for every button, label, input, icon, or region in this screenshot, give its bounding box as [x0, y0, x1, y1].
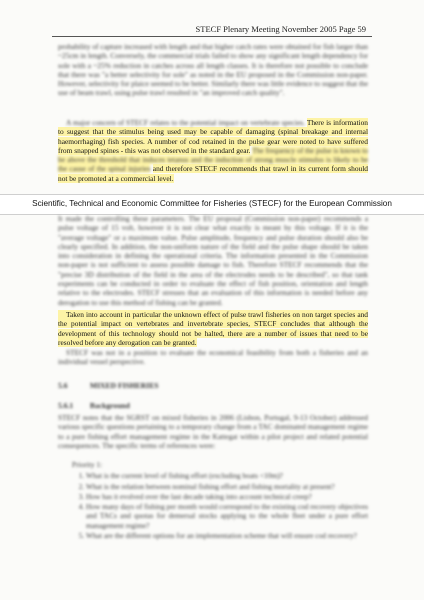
questions-list: [72, 471, 368, 540]
highlighted-text: There is information to suggest that the stimulus being used may be capable of damaging (spinal breakage and internal haemorrhaging) fish species. A number of cod retained in the pulse gear were noted to have suffered from snapped spines - this was not observed in the standard gear.: [58, 118, 369, 155]
highlighted-blurred-text: The frequency of the pulse is known to be above the threshold that induces tetanus and the induction of strong muscle stimulus is likely to be the cause of the spinal injuries: [58, 145, 368, 174]
blurred-text: STECF notes that the SGRST on mixed fisheries in 2006 (Lisbon, Portugal, 9-13 October) addressed various specific questions pertaining to a temporary change from a TAC dominated management regime to a pure fishing effort management regime in the Kattegat within a pilot project and related potential consequences. The specific terms of references were:: [58, 413, 368, 450]
subsection-number: 5.6.1: [58, 401, 74, 410]
paragraph-conclusion: [58, 310, 368, 347]
list-item: 5. What are the different options for an implementation scheme that will ensure cod recovery?: [86, 531, 368, 540]
paragraph-pulse-parameters: [58, 214, 368, 307]
subsection-heading: [58, 401, 130, 410]
section-heading: [58, 381, 158, 390]
blurred-text: probability of capture increased with length and that higher catch rates were obtained for fish larger than ~25cm in length. Conversely, the commercial trials failed to show any significant length dependency for sole with a ~25% reduction in catches across all length classes. It is therefore not possible to conclude that there was "a better selectivity for sole" as noted in the EU proposed in the Commission non-paper. However, selectivity for plaice seemed to be better. Similarly there was little evidence to suggest that the use of beam trawl, using pulse trawl resulted in "an improved catch quality".: [58, 42, 368, 98]
blurred-text: A major concern of STECF relates to the potential impact on vertebrate species.: [66, 118, 305, 127]
section-title: MIXED FISHERIES: [89, 381, 159, 390]
list-item: 4. How many days of fishing per month would correspond to the existing cod recovery objectives and TACs and quotas for demersal stocks applying to the whole fleet under a pure effort management regime?: [86, 502, 368, 530]
caption-banner: [0, 194, 424, 215]
highlighted-text: and therefore STECF recommends that trawl in its current form should not be promoted at a commercial level.: [58, 164, 368, 183]
blurred-text: It made the controlling these parameters. The EU proposal (Commission non-paper) recommends a pulse voltage of 15 volt, however it is not clear what exactly is meant by this voltage. If it is the "average voltage" or a maximum value. Pulse amplitude, frequency and pulse duration should also be clearly specified. In addition, the non-uniform nature of the field and the pulse shape should be taken into consideration in defining the operational criteria. The information presented in the Commission non-paper is not sufficient to assess possible damage to fish. Therefore STECF recommends that the "precise 3D distribution of the field in the area of the electrodes needs to be described", so that tank experiments can be conducted in order to evaluate the effect of fish position, orientation and length relative to the electrodes. STECF stresses that an evaluation of this information is needed before any derogation to use this method of fishing can be granted.: [58, 214, 368, 307]
list-item: 1. What is the current level of fishing effort (excluding boats <10m)?: [86, 471, 368, 480]
paragraph-background: [58, 413, 368, 450]
running-header: STECF Plenary Meeting November 2005 Page 59: [195, 24, 366, 34]
header-rule: [52, 36, 372, 37]
blurred-text: STECF was not in a position to evaluate the economical feasibility from both a fisheries and an individual vessel perspective.: [58, 348, 368, 367]
highlighted-text: Taken into account in particular the unknown effect of pulse trawl fisheries on non target species and the potential impact on vertebrates and invertebrate species, STECF concludes that although the development of this technology should not be halted, there are a number of issues that need to be resolved before any derogation can be granted.: [58, 310, 368, 347]
section-number: 5.6: [58, 381, 68, 390]
paragraph-economic: [58, 348, 368, 367]
subsection-title: Background: [89, 401, 130, 410]
banner-caption: Scientific, Technical and Economic Committee for Fisheries (STECF) for the European Commission: [32, 199, 392, 208]
paragraph-selectivity: [58, 42, 368, 98]
list-item: 3. How has it evolved over the last decade taking into account technical creep?: [86, 492, 368, 501]
priority-list: [72, 460, 368, 541]
priority-label: Priority 1:: [72, 460, 103, 469]
paragraph-vertebrate-impact: [58, 118, 368, 183]
list-item: 2. What is the relation between nominal fishing effort and fishing mortality at present?: [86, 482, 368, 491]
